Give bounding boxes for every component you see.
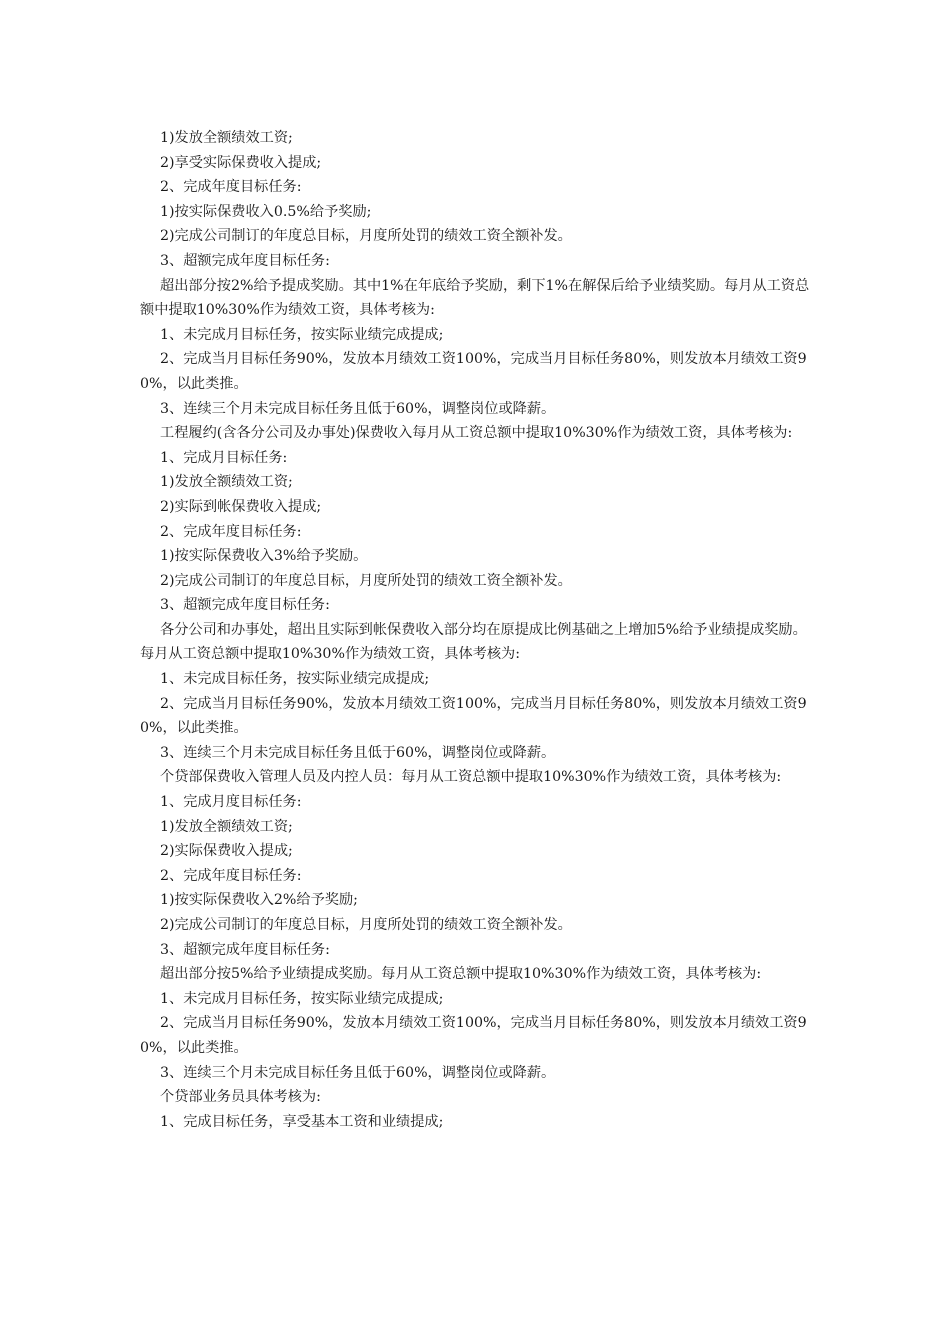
paragraph: 3、连续三个月未完成目标任务且低于60%，调整岗位或降薪。 — [160, 400, 556, 417]
paragraph: 2、完成年度目标任务: — [160, 179, 302, 196]
paragraph: 超出部分按5%给予业绩提成奖励。每月从工资总额中提取10%30%作为绩效工资，具体考核为: — [160, 966, 762, 983]
paragraph: 1)按实际保费收入2%给予奖励; — [160, 892, 358, 909]
document-body — [140, 126, 812, 1134]
paragraph: 2、完成当月目标任务90%，发放本月绩效工资100%，完成当月目标任务80%，则发放本月绩效工资90%，以此类推。 — [140, 695, 807, 737]
paragraph: 2)实际保费收入提成; — [160, 843, 293, 860]
paragraph: 1、未完成月目标任务，按实际业绩完成提成; — [160, 326, 444, 343]
paragraph: 2、完成当月目标任务90%，发放本月绩效工资100%，完成当月目标任务80%，则发放本月绩效工资90%，以此类推。 — [140, 351, 807, 392]
paragraph: 1、完成月目标任务: — [160, 449, 288, 466]
paragraph: 个贷部保费收入管理人员及内控人员：每月从工资总额中提取10%30%作为绩效工资，具体考核为: — [160, 769, 782, 786]
paragraph: 2)完成公司制订的年度总目标，月度所处罚的绩效工资全额补发。 — [160, 917, 572, 933]
paragraph: 3、超额完成年度目标任务: — [160, 597, 330, 614]
paragraph: 2)完成公司制订的年度总目标，月度所处罚的绩效工资全额补发。 — [160, 572, 572, 589]
paragraph: 1、未完成月目标任务，按实际业绩完成提成; — [160, 990, 444, 1007]
paragraph: 2)完成公司制订的年度总目标，月度所处罚的绩效工资全额补发。 — [160, 228, 572, 245]
paragraph: 个贷部业务员具体考核为: — [160, 1089, 321, 1106]
paragraph: 2、完成当月目标任务90%，发放本月绩效工资100%，完成当月目标任务80%，则发放本月绩效工资90%，以此类推。 — [140, 1015, 807, 1056]
paragraph: 1、完成月度目标任务: — [160, 794, 302, 811]
paragraph: 1)按实际保费收入3%给予奖励。 — [160, 548, 368, 565]
paragraph: 工程履约(含各分公司及办事处)保费收入每月从工资总额中提取10%30%作为绩效工资，具体考核为: — [160, 425, 793, 442]
paragraph: 超出部分按2%给予提成奖励。其中1%在年底给予奖励，剩下1%在解保后给予业绩奖励。每月从工资总额中提取10%30%作为绩效工资，具体考核为: — [140, 277, 810, 319]
paragraph: 2)享受实际保费收入提成; — [160, 154, 322, 171]
paragraph: 1、完成目标任务，享受基本工资和业绩提成; — [160, 1113, 444, 1130]
paragraph: 2)实际到帐保费收入提成; — [160, 498, 322, 515]
paragraph: 3、连续三个月未完成目标任务且低于60%，调整岗位或降薪。 — [160, 1064, 556, 1081]
paragraph: 各分公司和办事处，超出且实际到帐保费收入部分均在原提成比例基础之上增加5%给予业绩提成奖励。每月从工资总额中提取10%30%作为绩效工资，具体考核为: — [140, 621, 807, 663]
paragraph: 3、超额完成年度目标任务: — [160, 941, 330, 958]
paragraph: 1)发放全额绩效工资; — [160, 130, 293, 146]
paragraph: 1)按实际保费收入0.5%给予奖励; — [160, 203, 372, 220]
paragraph: 1)发放全额绩效工资; — [160, 474, 293, 491]
paragraph: 2、完成年度目标任务: — [160, 867, 302, 884]
paragraph: 3、连续三个月未完成目标任务且低于60%，调整岗位或降薪。 — [160, 744, 556, 761]
paragraph: 2、完成年度目标任务: — [160, 523, 302, 540]
paragraph: 1)发放全额绩效工资; — [160, 818, 293, 835]
paragraph: 3、超额完成年度目标任务: — [160, 252, 330, 269]
paragraph: 1、未完成目标任务，按实际业绩完成提成; — [160, 671, 430, 688]
